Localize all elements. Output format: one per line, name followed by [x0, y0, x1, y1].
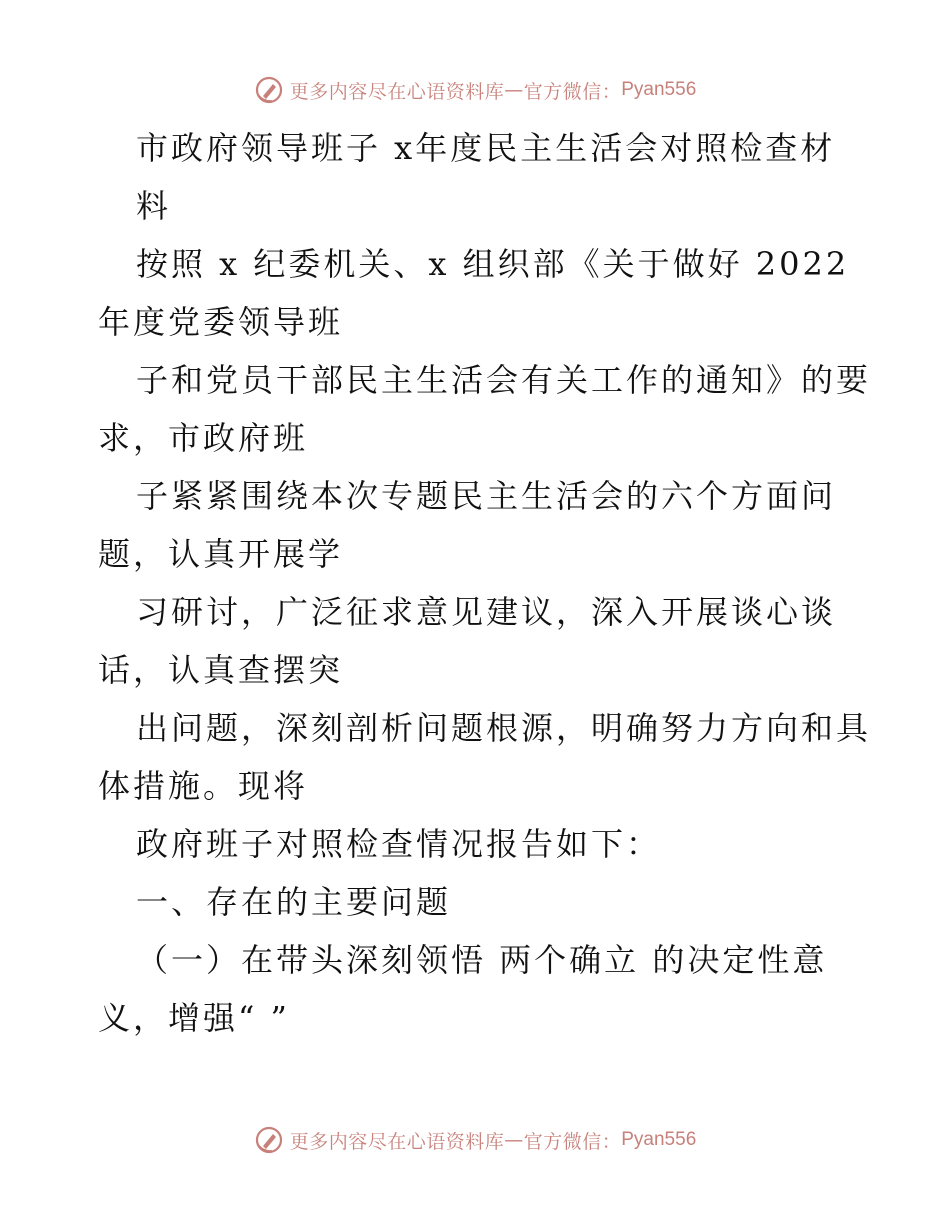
section-heading: 一、存在的主要问题 — [136, 883, 452, 921]
paragraph-line: 习研讨，广泛征求意见建议，深入开展谈心谈 — [136, 593, 837, 631]
paragraph-line: 子紧紧围绕本次专题民主生活会的六个方面问 — [136, 477, 837, 515]
paragraph-line: 按照 x 纪委机关、x 组织部《关于做好 2022 — [136, 245, 850, 283]
subsection-heading: （一）在带头深刻领悟 两个确立 的决定性意 — [136, 941, 828, 979]
subsection-heading-cont: 义，增强“ ” — [98, 999, 290, 1037]
paragraph-line: 求，市政府班 — [98, 419, 309, 457]
watermark-id: Pyan556 — [621, 79, 697, 100]
paragraph-line: 话，认真查摆突 — [98, 651, 344, 689]
paragraph-line: 题，认真开展学 — [98, 535, 344, 573]
document-title-line-1: 市政府领导班子 x年度民主生活会对照检查材 — [136, 129, 836, 167]
paragraph-line: 年度党委领导班 — [98, 303, 344, 341]
document-title-line-2: 料 — [136, 187, 172, 225]
header-watermark — [0, 70, 950, 110]
watermark-label: 官方微信： — [523, 80, 622, 103]
pen-logo-icon — [254, 1125, 284, 1155]
paragraph-line: 政府班子对照检查情况报告如下： — [136, 825, 662, 863]
watermark-separator: — — [504, 79, 524, 101]
watermark-text: 更多内容尽在心语资料库 — [289, 1130, 505, 1153]
paragraph-line: 子和党员干部民主生活会有关工作的通知》的要 — [136, 361, 872, 399]
watermark-separator: — — [504, 1129, 524, 1151]
pen-logo-icon — [254, 75, 284, 105]
footer-watermark — [0, 1120, 950, 1160]
watermark-id: Pyan556 — [621, 1129, 697, 1150]
paragraph-line: 出问题，深刻剖析问题根源，明确努力方向和具 — [136, 709, 872, 747]
watermark-text: 更多内容尽在心语资料库 — [289, 80, 505, 103]
watermark-label: 官方微信： — [523, 1130, 622, 1153]
paragraph-line: 体措施。现将 — [98, 767, 309, 805]
